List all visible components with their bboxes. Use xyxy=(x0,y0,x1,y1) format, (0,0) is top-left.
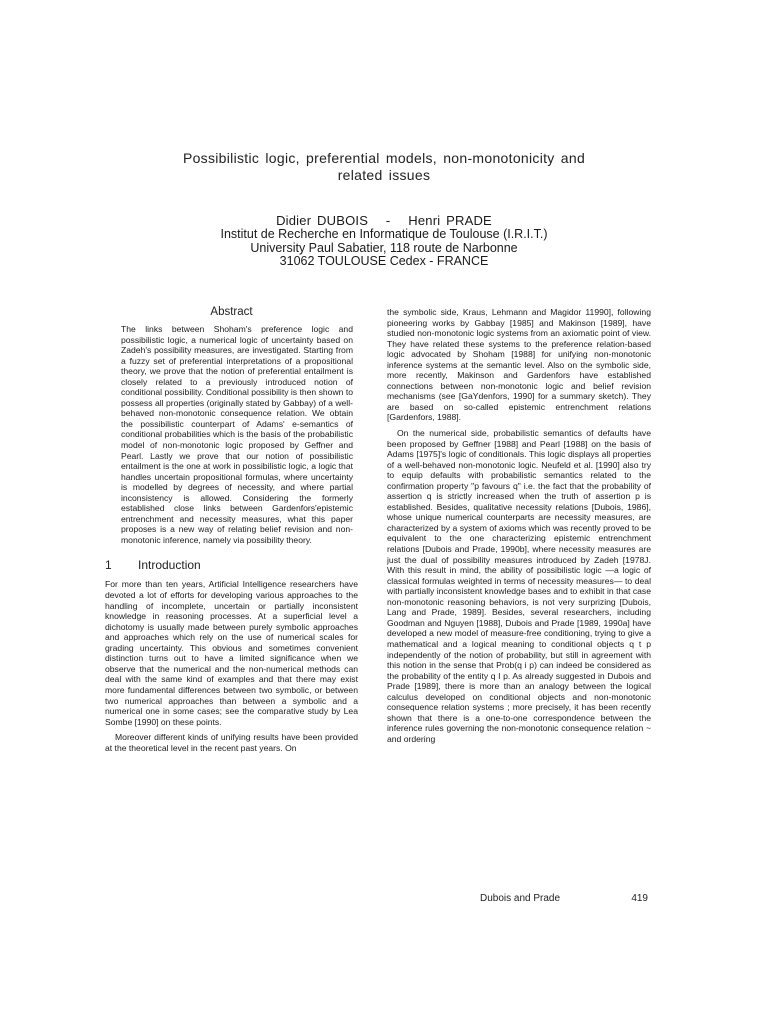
right-column xyxy=(387,307,651,744)
affiliation-line-1: Institut de Recherche en Informatique de Toulouse (I.R.I.T.) xyxy=(220,227,548,241)
author-block xyxy=(120,214,648,269)
intro-paragraph-2: Moreover different kinds of unifying results have been provided at the theoretical level in the recent past years. On xyxy=(105,732,358,753)
intro-paragraph-1: For more than ten years, Artificial Intelligence researchers have devoted a lot of efforts for developing various approaches to the handling of incomplete, uncertain or partially inconsistent knowledge in reasoning processes. At a superficial level a dichotomy is usually made between purely symbolic approaches and approaches which rely on the use of numerical scales for grading uncertainty. This obvious and sometimes convenient distinction turns out to have a limited significance when we observe that the numerical and the non-numerical methods can deal with the same kind of examples and that there may exist more fundamental differences between two symbolic, or between two numerical approaches than between a symbolic and a numerical one in some cases; see the comparative study by Lea Sombe [1990] on these points. xyxy=(105,579,358,727)
page-number: 419 xyxy=(631,893,648,904)
author-separator: - xyxy=(385,213,391,228)
left-column xyxy=(105,305,358,753)
abstract-body: The links between Shoham's preference logic and possibilistic logic, a numerical logic of uncertainty based on Zadeh's possibility measures, are investigated. Starting from a fuzzy set of preferential interpretations of a propositional theory, we prove that the notion of preferential entailment is closely related to a previously introduced notion of conditional possibility. Conditional possibility is then shown to possess all properties (originally stated by Gabbay) of a well-behaved non-monotonic consequence relation. We obtain the possibilistic counterpart of Adams' e-semantics of conditional probabilities which is the basis of the probabilistic model of non-monotonic logic proposed by Geffner and Pearl. Lastly we prove that our notion of possibilistic entailment is the one at work in possibilistic logic, a logic that handles uncertain propositional formulas, where uncertainty is modelled by degrees of necessity, and where partial inconsistency is allowed. Considering the formerly established close links between Gardenfors'epistemic entrenchment and necessity measures, what this paper proposes is a new way of relating belief revision and non-monotonic inference, namely via possibility theory. xyxy=(121,324,353,545)
section-heading-introduction xyxy=(105,558,358,572)
running-head: Dubois and Prade xyxy=(480,893,561,904)
affiliation-line-2: University Paul Sabatier, 118 route de Narbonne xyxy=(250,240,518,255)
right-paragraph-2: On the numerical side, probabilistic semantics of defaults have been proposed by Geffner [1988] and Pearl [1988] on the basis of Adams [1975]'s logic of conditionals. This logic displays all properties of a well-behaved non-monotonic logic. Neufeld et al. [1990] also try to equip defaults with probabilistic semantics related to the confirmation property "p favours q" i.e. the fact that the probability of assertion q is strictly increased when the truth of assertion p is established. Besides, qualitative necessity relations [Dubois, 1986], whose unique numerical counterparts are necessity measures, are characterized by a system of axioms which was recently proved to be equivalent to the one characterizing epistemic entrenchment relations [Dubois and Prade, 1990b], where necessity measures are just the dual of possibility measures introduced by Zadeh [1978J. With this result in mind, the ability of possibilistic logic —a logic of classical formulas weighted in terms of necessity measures— to deal with partially inconsistent knowledge bases and to exhibit in that case non-monotonic reasoning behaviors, is not very surprizing [Dubois, Lang and Prade, 1989]. Besides, several researchers, including Goodman and Nguyen [1988], Dubois and Prade [1989, 1990a] have developed a new model of measure-free conditioning, trying to give a mathematical and a logical meaning to conditional objects q t p independently of the notion of probability, but still in agreement with this notion in the sense that Prob(q i p) can indeed be considered as the probability of the entity q I p. As already suggested in Dubois and Prade [1989], there is more than an analogy between the logical calculus developed on conditional objects and non-monotonic consequence relation systems ; more precisely, it has been recently shown that there is a one-to-one correspondence between the inference rules governing the non-monotonic consequence relation ~ and ordering xyxy=(387,428,651,744)
title-line-1: Possibilistic logic, preferential models, non-monotonicity and xyxy=(182,150,586,166)
right-paragraph-1: the symbolic side, Kraus, Lehmann and Magidor 11990], following pioneering works by Gabbay [1985] and Makinson [1989], have studied non-monotonic logic systems from an axiomatic point of view. They have related these systems to the preference relation-based logic advocated by Shoham [1988] for unifying non-monotonic inference systems at the semantic level. Also on the symbolic side, more recently, Makinson and Gardenfors have established connections between non-monotonic logic and belief revision mechanisms (see [GaYdenfors, 1990] for a summary sketch). They are based on so-called epistemic entrenchment relations [Gardenfors, 1988]. xyxy=(387,307,651,423)
section-title: Introduction xyxy=(138,558,201,573)
title-line-2: related issues xyxy=(337,167,431,183)
section-number: 1 xyxy=(105,558,112,573)
author-name-2: Henri PRADE xyxy=(408,213,492,228)
author-name-1: Didier DUBOIS xyxy=(276,213,369,228)
author-names xyxy=(120,214,648,228)
paper-title xyxy=(120,150,648,184)
abstract-heading: Abstract xyxy=(210,306,253,318)
page-footer xyxy=(480,893,650,905)
affiliation-line-3: 31062 TOULOUSE Cedex - FRANCE xyxy=(279,254,489,268)
